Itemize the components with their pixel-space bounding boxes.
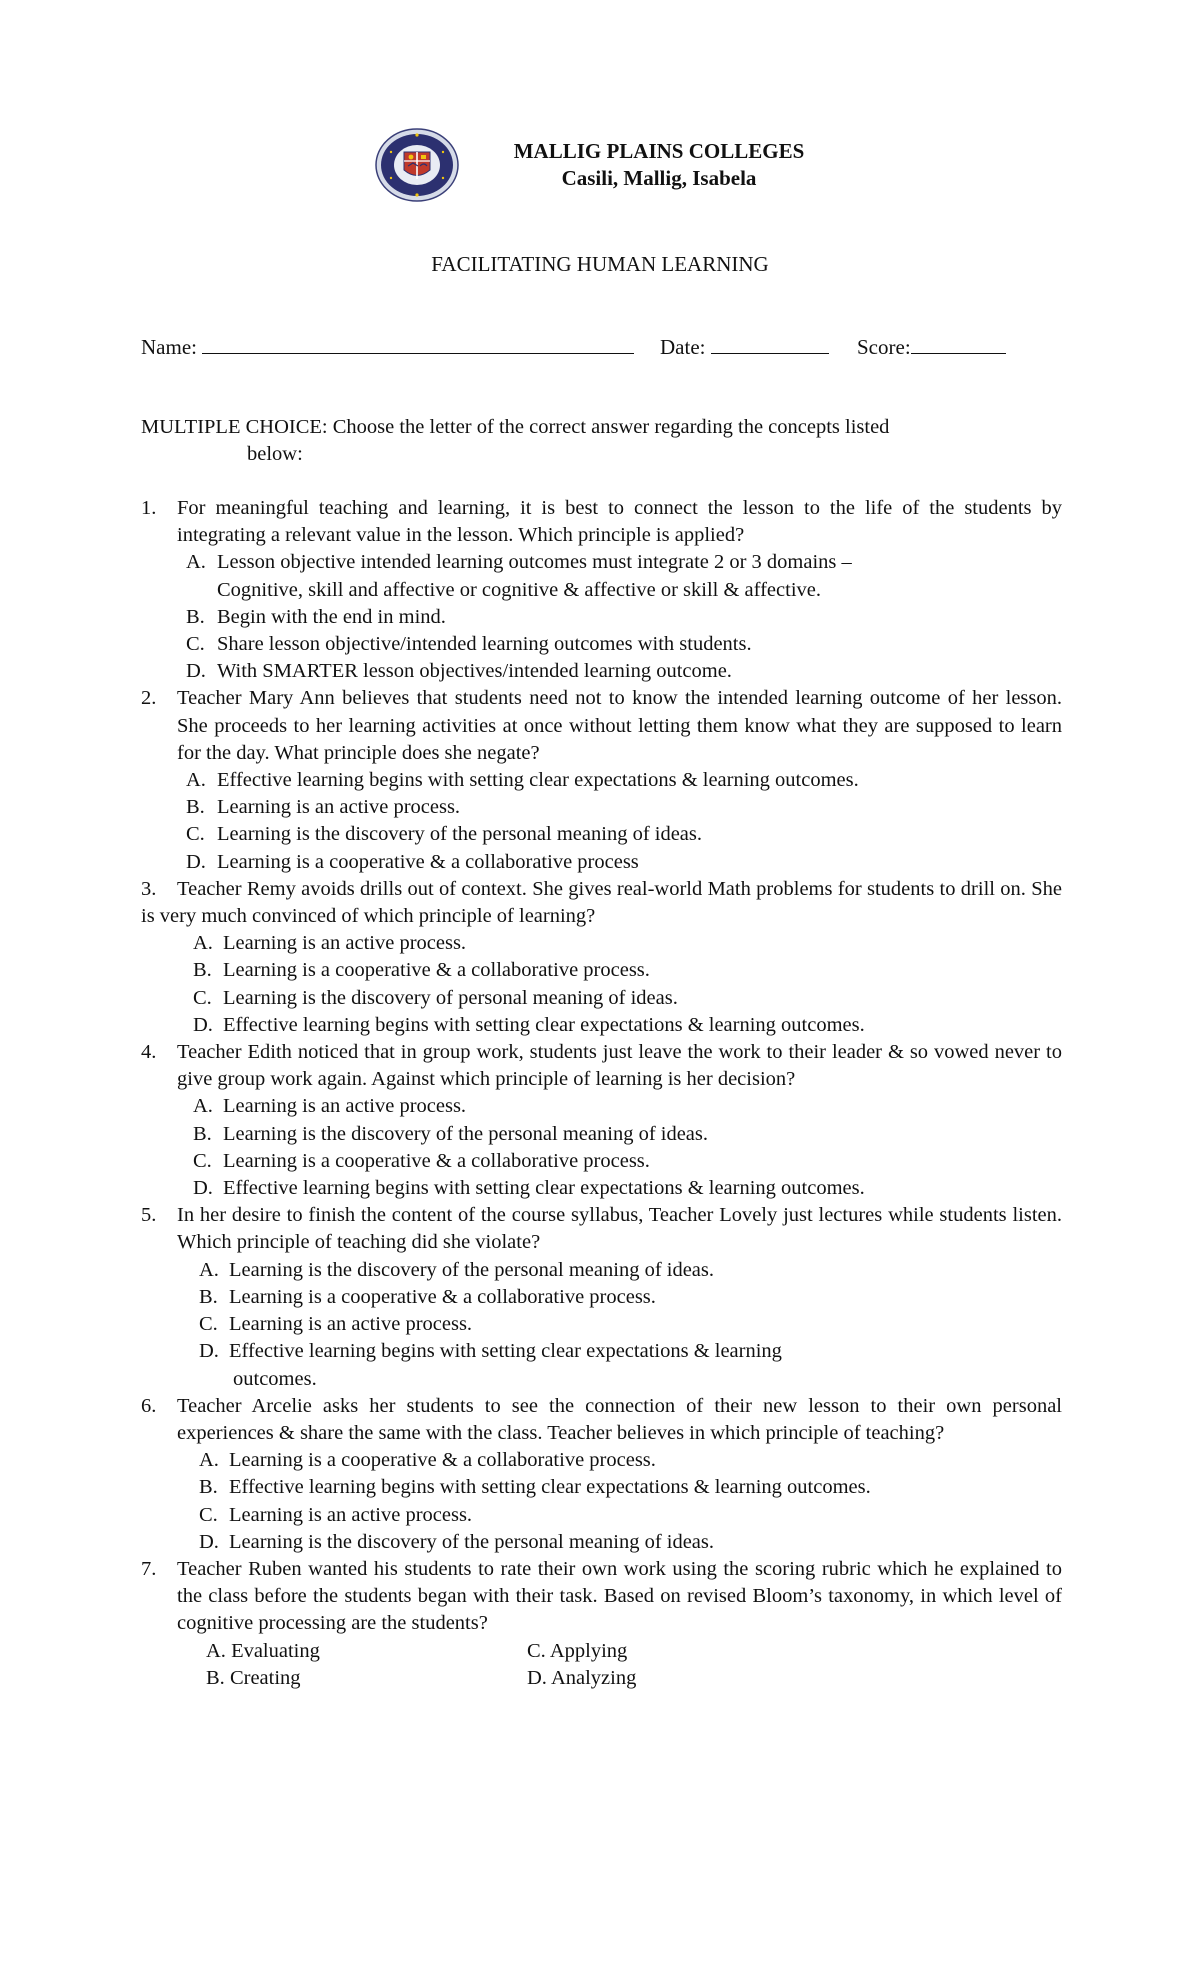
question-text: In her desire to finish the content of the course syllabus, Teacher Lovely just lectures while students listen. Which principle of teaching did she violate?: [177, 1204, 1062, 1254]
option-b[interactable]: [141, 1284, 1062, 1311]
score-label: Score:: [857, 335, 911, 359]
question-5: [141, 1202, 1062, 1392]
option-b[interactable]: [141, 957, 1062, 984]
option-text: Learning is an active process.: [217, 796, 461, 819]
date-label: Date:: [660, 335, 706, 359]
option-c[interactable]: [141, 1311, 1062, 1338]
score-field[interactable]: [857, 333, 1006, 360]
option-text: Learning is a cooperative & a collaborative process.: [223, 959, 650, 982]
option-letter: B.: [206, 1666, 225, 1689]
option-a[interactable]: [141, 767, 1062, 794]
option-text: Effective learning begins with setting clear expectations & learning outcomes.: [223, 1177, 865, 1200]
question-text: Teacher Edith noticed that in group work, students just leave the work to their leader & so vowed never to give group work again. Against which principle of learning is her decision?: [177, 1041, 1062, 1091]
option-letter: C.: [193, 1149, 212, 1172]
name-field[interactable]: [141, 333, 634, 360]
option-a[interactable]: [141, 1447, 1062, 1474]
option-b[interactable]: [206, 1665, 301, 1692]
option-a[interactable]: [141, 1257, 1062, 1284]
exam-title: FACILITATING HUMAN LEARNING: [431, 252, 769, 276]
name-blank[interactable]: [202, 333, 634, 354]
options-row-2: [141, 1665, 1062, 1692]
option-letter: C.: [193, 986, 212, 1009]
date-blank[interactable]: [711, 333, 829, 354]
option-text: Evaluating: [231, 1639, 320, 1662]
option-letter: A.: [186, 769, 206, 792]
option-b[interactable]: [141, 1121, 1062, 1148]
option-d[interactable]: [141, 658, 1062, 685]
option-text: Creating: [229, 1666, 301, 1689]
option-text: Begin with the end in mind.: [217, 605, 446, 628]
option-text: Learning is an active process.: [229, 1503, 473, 1526]
question-3: [141, 876, 1062, 1039]
option-letter: D.: [199, 1530, 219, 1553]
option-letter: C.: [199, 1313, 218, 1336]
option-text: Share lesson objective/intended learning outcomes with students.: [217, 633, 752, 656]
option-d[interactable]: [141, 1012, 1062, 1039]
option-a[interactable]: [141, 549, 1062, 603]
question-text: Teacher Ruben wanted his students to rate their own work using the scoring rubric which he explained to the class before the students began with their task. Based on revised Bloom’s taxonomy, in which level of cognitive processing are the students?: [177, 1557, 1062, 1635]
question-text: Teacher Mary Ann believes that students need not to know the intended learning outcome of her lesson. She proceeds to her learning activities at once without letting them know what they are supposed to learn for the day. What principle does she negate?: [177, 687, 1062, 764]
option-letter: B.: [193, 1122, 212, 1145]
date-field[interactable]: [660, 333, 829, 360]
option-c[interactable]: [141, 985, 1062, 1012]
question-text: Teacher Arcelie asks her students to see the connection of their new lesson to their own personal experiences & share the same with the class. Teacher believes in which principle of teaching?: [177, 1394, 1062, 1444]
option-c[interactable]: [141, 631, 1062, 658]
option-text: Learning is an active process.: [229, 1313, 473, 1336]
option-b[interactable]: [141, 604, 1062, 631]
option-text: Effective learning begins with setting clear expectations & learning outcomes.: [223, 1013, 865, 1036]
option-d[interactable]: [141, 1529, 1062, 1556]
school-address: Casili, Mallig, Isabela: [561, 166, 757, 190]
question-number: 7.: [141, 1557, 157, 1580]
option-a[interactable]: [141, 930, 1062, 957]
option-letter: B.: [199, 1285, 218, 1308]
question-number: 2.: [141, 687, 157, 710]
option-c[interactable]: [141, 1502, 1062, 1529]
option-a[interactable]: [206, 1638, 320, 1665]
score-blank[interactable]: [911, 333, 1006, 354]
question-6: [141, 1393, 1062, 1556]
option-letter: C.: [527, 1639, 546, 1662]
question-4: [141, 1039, 1062, 1202]
option-text-continued: outcomes.: [233, 1367, 317, 1390]
option-text: Learning is a cooperative & a collaborative process.: [223, 1149, 650, 1172]
option-text: Learning is the discovery of the personal meaning of ideas.: [217, 823, 703, 846]
option-c[interactable]: [141, 821, 1062, 848]
school-name: MALLIG PLAINS COLLEGES: [513, 139, 805, 163]
option-letter: D.: [527, 1666, 547, 1689]
option-letter: D.: [193, 1013, 213, 1036]
option-text: Lesson objective intended learning outcomes must integrate 2 or 3 domains –: [217, 551, 852, 574]
school-logo: [375, 128, 459, 202]
option-letter: D.: [186, 850, 206, 873]
question-2: [141, 685, 1062, 875]
option-letter: B.: [186, 796, 205, 819]
option-letter: A.: [193, 1095, 213, 1118]
option-letter: B.: [186, 605, 205, 628]
option-d[interactable]: [141, 1175, 1062, 1202]
instructions-line-1: MULTIPLE CHOICE: Choose the letter of the correct answer regarding the concepts listed: [141, 416, 890, 438]
option-letter: A.: [193, 932, 213, 955]
option-text: Learning is the discovery of personal meaning of ideas.: [223, 986, 678, 1009]
option-letter: B.: [199, 1476, 218, 1499]
option-letter: A.: [199, 1449, 219, 1472]
option-letter: C.: [199, 1503, 218, 1526]
question-number: 4.: [141, 1041, 157, 1064]
option-letter: D.: [199, 1340, 219, 1363]
option-letter: C.: [186, 633, 205, 656]
question-number: 5.: [141, 1204, 157, 1227]
option-text: Learning is the discovery of the personal meaning of ideas.: [229, 1530, 715, 1553]
question-number: 1.: [141, 497, 157, 519]
option-text-continued: Cognitive, skill and affective or cognitive & affective or skill & affective.: [217, 578, 821, 601]
option-letter: A.: [186, 551, 206, 574]
question-number: 3.: [141, 877, 157, 900]
option-text: Effective learning begins with setting clear expectations & learning outcomes.: [217, 769, 859, 792]
option-text: Learning is a cooperative & a collaborative process.: [229, 1285, 656, 1308]
name-label: Name:: [141, 335, 197, 359]
option-text: Effective learning begins with setting clear expectations & learning: [229, 1340, 782, 1363]
option-b[interactable]: [141, 1474, 1062, 1501]
option-text: Learning is the discovery of the personal meaning of ideas.: [229, 1258, 715, 1281]
option-letter: D.: [186, 660, 206, 683]
question-text: Teacher Remy avoids drills out of context. She gives real-world Math problems for students to drill on. She is very much convinced of which principle of learning?: [141, 877, 1062, 928]
option-text: Applying: [549, 1639, 628, 1662]
instructions-line-2: below:: [247, 443, 303, 465]
option-text: Learning is a cooperative & a collaborative process.: [229, 1449, 656, 1472]
option-letter: B.: [193, 959, 212, 982]
question-7: [141, 1556, 1062, 1692]
option-letter: C.: [186, 823, 205, 846]
question-list: [141, 495, 1062, 1692]
option-text: With SMARTER lesson objectives/intended learning outcome.: [217, 660, 732, 683]
option-letter: A.: [206, 1639, 226, 1662]
option-text: Analyzing: [550, 1666, 637, 1689]
option-text: Learning is an active process.: [223, 932, 467, 955]
option-a[interactable]: [141, 1093, 1062, 1120]
school-title-block: [469, 138, 849, 192]
option-text: Effective learning begins with setting clear expectations & learning outcomes.: [229, 1476, 871, 1499]
option-letter: D.: [193, 1177, 213, 1200]
option-text: Learning is an active process.: [223, 1095, 467, 1118]
option-d[interactable]: [141, 849, 1062, 876]
option-b[interactable]: [141, 794, 1062, 821]
option-d[interactable]: [527, 1665, 636, 1692]
options-row-1: [141, 1638, 1062, 1665]
option-text: Learning is a cooperative & a collaborative process: [217, 850, 639, 873]
question-text: For meaningful teaching and learning, it is best to connect the lesson to the life of the students by integrating a relevant value in the lesson. Which principle is applied?: [177, 497, 1062, 547]
option-c[interactable]: [141, 1148, 1062, 1175]
question-1: [141, 495, 1062, 685]
school-header: [375, 128, 855, 208]
option-letter: A.: [199, 1258, 219, 1281]
option-c[interactable]: [527, 1638, 627, 1665]
option-d[interactable]: [141, 1338, 1062, 1392]
question-number: 6.: [141, 1394, 157, 1417]
instructions: [141, 414, 1041, 468]
option-text: Learning is the discovery of the personal meaning of ideas.: [223, 1122, 709, 1145]
